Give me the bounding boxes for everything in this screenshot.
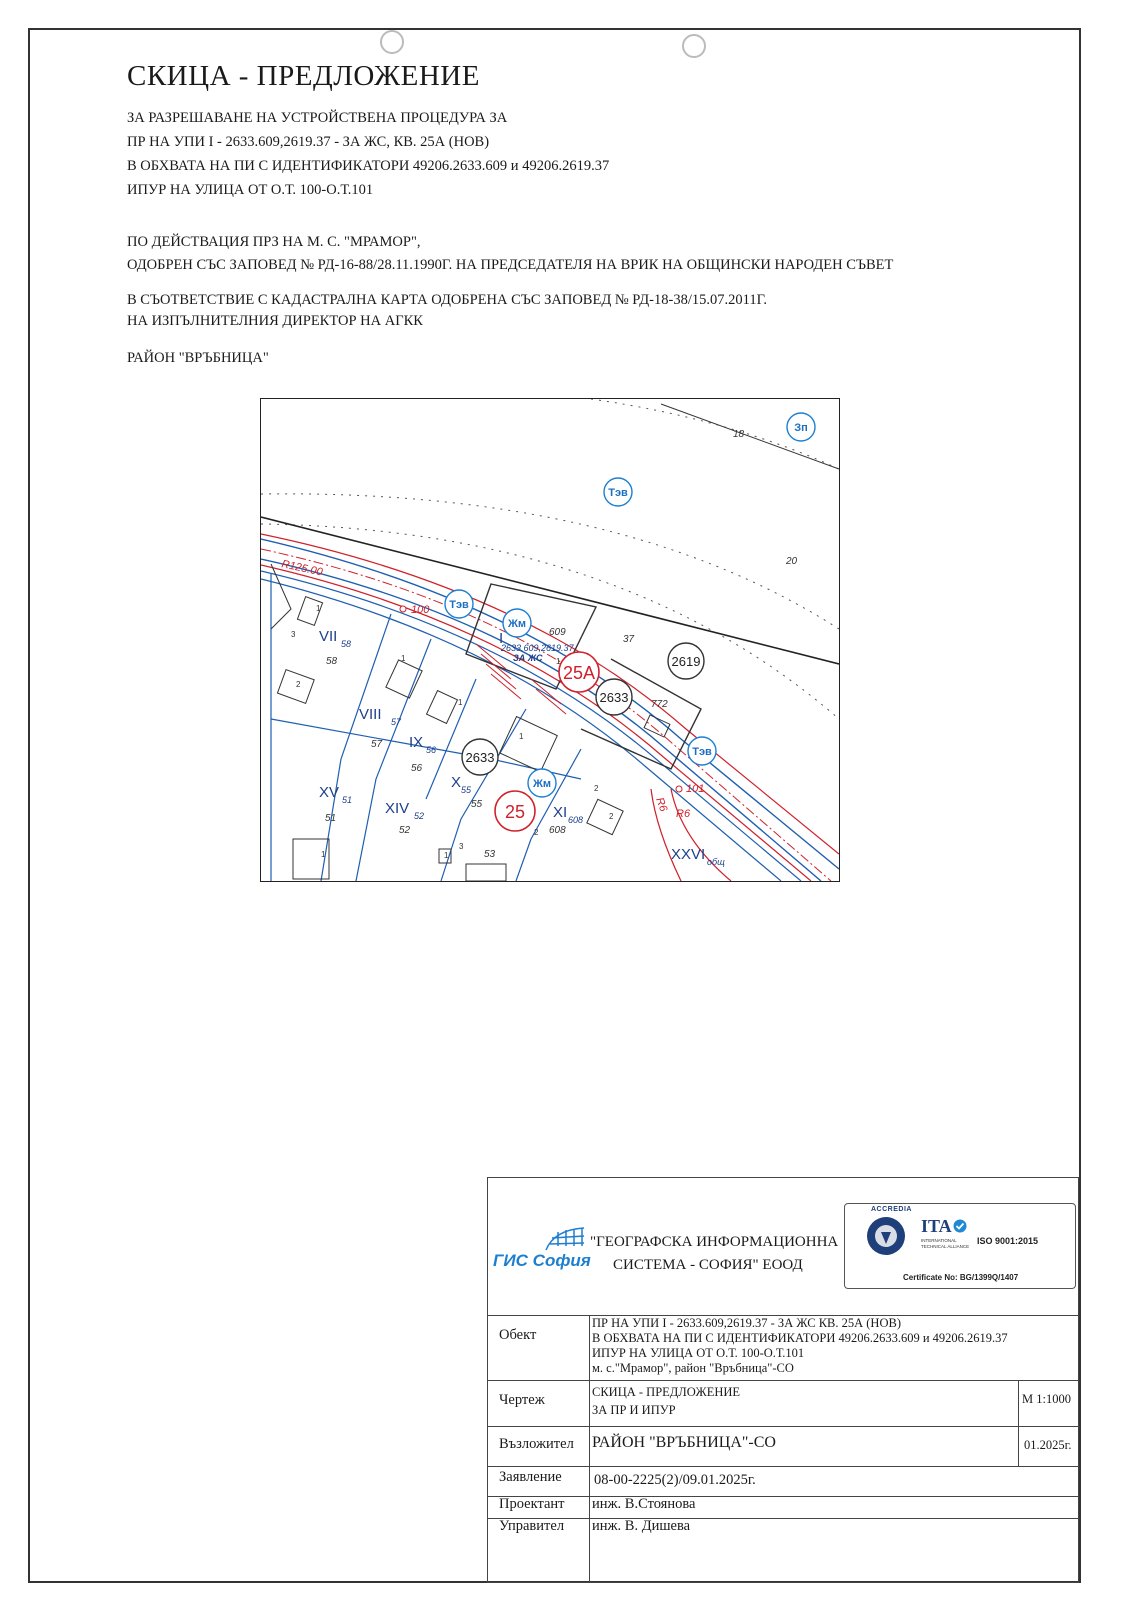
- upi-number: XI: [553, 804, 568, 821]
- zone-label: Жм: [532, 778, 552, 790]
- manager-value: инж. В. Дишева: [592, 1518, 691, 1534]
- parcel-id: 2633: [465, 750, 495, 765]
- divider: [488, 1466, 1078, 1467]
- ita-subtitle: INTERNATIONAL: [921, 1238, 957, 1243]
- parcel-id: 2619: [671, 654, 701, 669]
- parcel-number: 772: [651, 699, 668, 710]
- divider: [488, 1518, 1078, 1519]
- building-floor: 1: [556, 657, 561, 666]
- check-icon: [953, 1219, 967, 1233]
- building: [466, 864, 506, 881]
- quarter-id: 25: [504, 802, 526, 822]
- basis-line: ПО ДЕЙСТВАЦИЯ ПРЗ НА М. С. "МРАМОР",: [127, 234, 421, 250]
- object-line: м. с."Мрамор", район "Връбница"-СО: [592, 1361, 794, 1375]
- building-floor: 1: [316, 604, 321, 613]
- punch-hole: [380, 30, 404, 54]
- header-line: ПР НА УПИ I - 2633.609,2619.37 - ЗА ЖС, КВ. 25А (НОВ): [127, 134, 490, 150]
- upi-sub: 608: [568, 815, 584, 825]
- parcel-number: 57: [371, 739, 383, 750]
- basis-line: ОДОБРЕН СЪС ЗАПОВЕД № РД-16-88/28.11.1990Г. НА ПРЕДСЕДАТЕЛЯ НА ВРИК НА ОБЩИНСКИ НАРОДЕН СЪВЕТ: [127, 257, 894, 273]
- manager-label: Управител: [499, 1518, 565, 1534]
- boundary-line: [661, 404, 839, 469]
- header-line: ЗА РАЗРЕШАВАНЕ НА УСТРОЙСТВЕНА ПРОЦЕДУРА ЗА: [127, 110, 508, 126]
- divider: [1018, 1380, 1019, 1466]
- building: [293, 839, 329, 879]
- certificate-number: Certificate No: BG/1399Q/1407: [903, 1273, 1019, 1282]
- building-floor: 1: [458, 698, 463, 707]
- upi-sub: 58: [341, 639, 352, 649]
- parcel-number: 51: [325, 813, 337, 824]
- document-title: СКИЦА - ПРЕДЛОЖЕНИЕ: [127, 60, 480, 92]
- drawing-label: Чертеж: [499, 1392, 545, 1408]
- building: [500, 717, 558, 772]
- zone-label: Зп: [794, 422, 808, 434]
- cadastral-map: [260, 398, 840, 882]
- scale-value: М 1:1000: [1022, 1392, 1071, 1406]
- zone-label: Тэв: [692, 746, 712, 758]
- parcel-id: 2633: [599, 690, 629, 705]
- divider: [488, 1426, 1078, 1427]
- upi-sub: 56: [426, 745, 437, 755]
- parcel-number: 18: [733, 429, 745, 440]
- upi-sub: 2633.609,2619.37: [501, 643, 574, 653]
- ot-label: 101: [686, 783, 705, 795]
- upi-sub: 55: [461, 785, 472, 795]
- date-value: 01.2025г.: [1024, 1438, 1072, 1452]
- boundary-dotted: [261, 524, 839, 719]
- iso-standard: ISO 9001:2015: [977, 1236, 1039, 1246]
- radius-label: R125.00: [280, 558, 324, 579]
- zone-label: Тэв: [608, 487, 628, 499]
- divider: [1018, 1426, 1080, 1427]
- object-line: ПР НА УПИ I - 2633.609,2619.37 - ЗА ЖС КВ. 25А (НОВ): [592, 1316, 901, 1330]
- drawing-line: СКИЦА - ПРЕДЛОЖЕНИЕ: [592, 1385, 741, 1399]
- parcel-number: 55: [471, 799, 483, 810]
- radius-label: R6: [676, 808, 691, 820]
- parcel-number: 608: [549, 825, 566, 836]
- street-line: [261, 571, 801, 881]
- building: [587, 799, 623, 834]
- building-floor: 2: [594, 784, 599, 793]
- quarter-id: 25А: [562, 663, 596, 683]
- map-drawing: [261, 399, 839, 881]
- designer-value: инж. В.Стоянова: [592, 1496, 696, 1512]
- upi-use: ЗА ЖС: [513, 653, 543, 663]
- upi-sub: 51: [342, 795, 353, 805]
- accreditation-label: ACCREDIA: [871, 1206, 912, 1213]
- divider: [589, 1315, 590, 1582]
- punch-hole: [682, 34, 706, 58]
- building-floor: 1: [519, 732, 524, 741]
- building: [386, 660, 422, 698]
- parcel-number: 37: [623, 634, 635, 645]
- upi-sub: 57: [391, 717, 402, 727]
- company-name-line: СИСТЕМА - СОФИЯ" ЕООД: [613, 1257, 803, 1273]
- company-name-line: "ГЕОГРАФСКА ИНФОРМАЦИОННА: [590, 1234, 839, 1250]
- ita-logo: ITA: [921, 1216, 952, 1236]
- building-floor: 3: [291, 630, 296, 639]
- header-line: В ОБХВАТА НА ПИ С ИДЕНТИФИКАТОРИ 49206.2633.609 и 49206.2619.37: [127, 158, 610, 174]
- upi-number: XXVI: [671, 846, 706, 863]
- building-floor: 3: [459, 842, 464, 851]
- upi-number: I: [499, 630, 504, 647]
- building-floor: 2: [609, 812, 614, 821]
- ita-subtitle: TECHNICAL ALLIANCE: [921, 1244, 970, 1249]
- parcel-number: 58: [326, 656, 338, 667]
- building: [427, 691, 458, 724]
- object-line: В ОБХВАТА НА ПИ С ИДЕНТИФИКАТОРИ 49206.2633.609 и 49206.2619.37: [592, 1331, 1008, 1345]
- gis-logo-icon: [544, 1226, 586, 1252]
- ot-label: 100: [411, 604, 430, 616]
- object-line: ИПУР НА УЛИЦА ОТ О.Т. 100-О.Т.101: [592, 1346, 805, 1360]
- district-line: РАЙОН "ВРЪБНИЦА": [127, 350, 269, 366]
- application-label: Заявление: [499, 1469, 562, 1485]
- cadastre-line: НА ИЗПЪЛНИТЕЛНИЯ ДИРЕКТОР НА АГКК: [127, 313, 423, 329]
- upi-number: VII: [319, 628, 338, 645]
- ot-point: [400, 606, 406, 612]
- building-floor: 2: [534, 828, 539, 837]
- parcel-number: 53: [484, 849, 496, 860]
- object-label: Обект: [499, 1327, 537, 1343]
- company-logo-text: ГИС София: [493, 1251, 591, 1270]
- client-value: РАЙОН "ВРЪБНИЦА"-СО: [592, 1434, 776, 1451]
- accredia-seal-icon: [865, 1212, 907, 1260]
- building-floor: 2: [296, 680, 301, 689]
- designer-label: Проектант: [499, 1496, 565, 1512]
- parcel-number: 52: [399, 825, 411, 836]
- application-value: 08-00-2225(2)/09.01.2025г.: [594, 1472, 756, 1488]
- parcel-number: 609: [549, 627, 566, 638]
- divider: [488, 1496, 1078, 1497]
- upi-number: XV: [319, 784, 340, 801]
- upi-sub: 52: [414, 811, 425, 821]
- divider: [488, 1380, 1078, 1381]
- header-line: ИПУР НА УЛИЦА ОТ О.Т. 100-О.Т.101: [127, 182, 374, 198]
- client-label: Възложител: [499, 1436, 574, 1452]
- parcel-number: 20: [786, 556, 798, 567]
- regulation-line: [671, 789, 731, 881]
- drawing-line: ЗА ПР И ИПУР: [592, 1403, 676, 1417]
- ot-point: [676, 786, 682, 792]
- upi-sub: общ: [707, 857, 725, 867]
- axis-line: [261, 549, 831, 881]
- upi-number: VIII: [359, 706, 382, 723]
- building-floor: 1: [401, 654, 406, 663]
- upi-number: XIV: [385, 800, 410, 817]
- street-line: [261, 559, 821, 881]
- cadastre-line: В СЪОТВЕТСТВИЕ С КАДАСТРАЛНА КАРТА ОДОБРЕНА СЪС ЗАПОВЕД № РД-18-38/15.07.2011Г.: [127, 292, 767, 308]
- radius-label: R6: [653, 795, 670, 814]
- zone-label: Тэв: [449, 599, 469, 611]
- building-floor: 1: [444, 851, 449, 860]
- building-floor: 1: [321, 850, 326, 859]
- upi-number: X: [451, 774, 462, 791]
- zone-label: Жм: [507, 618, 527, 630]
- certificate-box: [844, 1203, 1076, 1289]
- upi-number: IX: [409, 734, 424, 751]
- parcel-number: 56: [411, 763, 423, 774]
